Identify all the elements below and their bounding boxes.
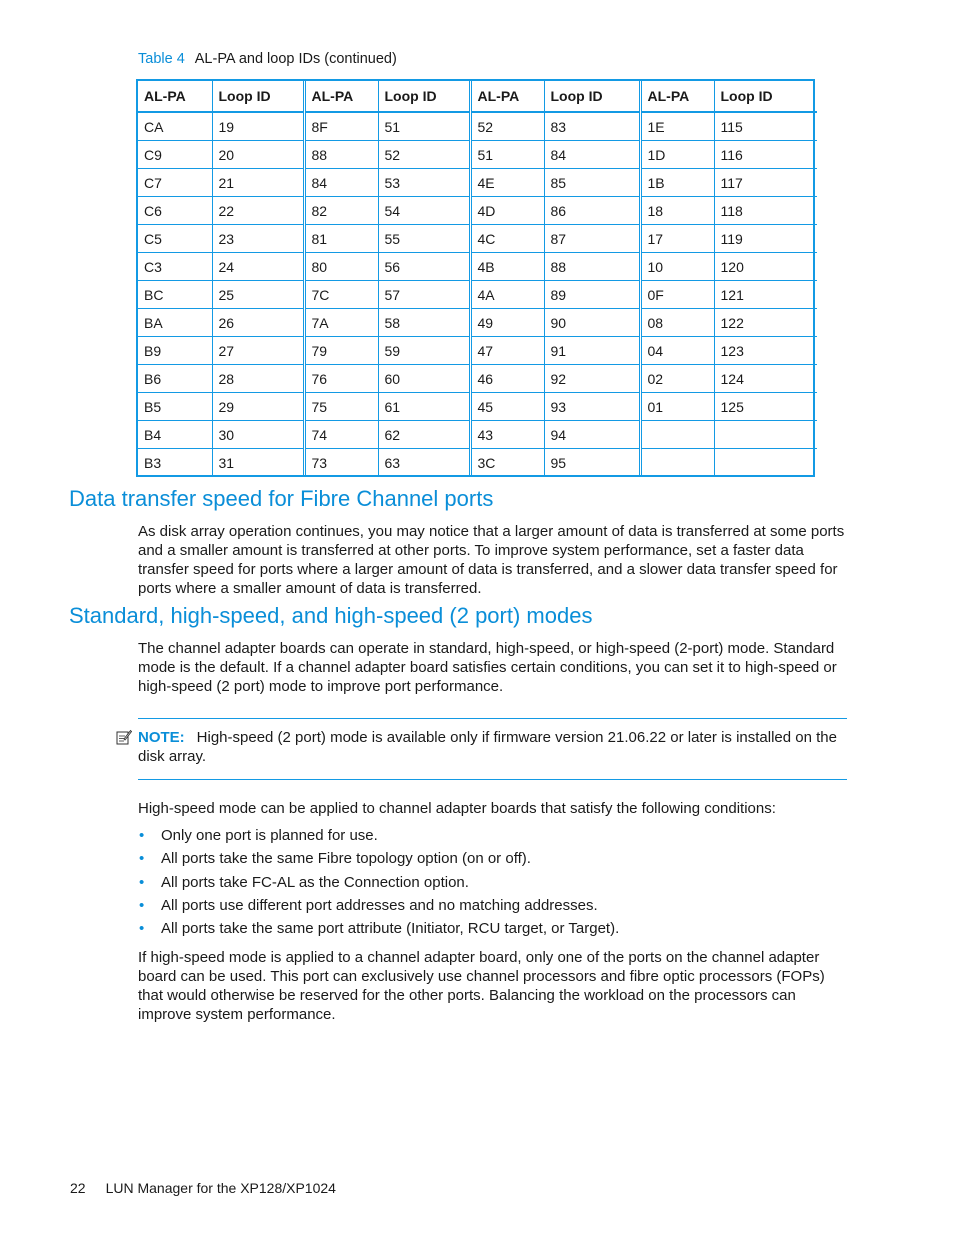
table-cell: 28 xyxy=(212,365,304,393)
list-item xyxy=(138,896,619,919)
table-cell: 120 xyxy=(714,253,817,281)
table-cell: 27 xyxy=(212,337,304,365)
table-cell: 86 xyxy=(544,197,640,225)
table-cell: 57 xyxy=(378,281,470,309)
table-cell: 59 xyxy=(378,337,470,365)
table-cell: 82 xyxy=(304,197,378,225)
table-row xyxy=(138,421,817,449)
table-cell: B6 xyxy=(138,365,212,393)
table-cell: 115 xyxy=(714,112,817,141)
table-cell: 30 xyxy=(212,421,304,449)
table-row xyxy=(138,169,817,197)
table-cell: B4 xyxy=(138,421,212,449)
table-header-row xyxy=(138,81,817,112)
table-cell: 23 xyxy=(212,225,304,253)
page-number: 22 xyxy=(70,1180,86,1196)
table-cell: 8F xyxy=(304,112,378,141)
modes-paragraph: The channel adapter boards can operate in standard, high-speed, or high-speed (2-port) mode. Standard mode is the default. If a channel adapter board satisfies certain conditions, you can set it to high-speed or high-speed (2 port) mode to improve port performance. xyxy=(138,640,837,695)
table-cell: 92 xyxy=(544,365,640,393)
column-header: AL-PA xyxy=(138,81,212,112)
list-item xyxy=(138,873,619,896)
table-cell: 10 xyxy=(640,253,714,281)
table-cell: 94 xyxy=(544,421,640,449)
table-cell: 4C xyxy=(470,225,544,253)
table-cell: 22 xyxy=(212,197,304,225)
list-item-text: All ports use different port addresses and no matching addresses. xyxy=(161,896,598,914)
table-cell: 88 xyxy=(304,141,378,169)
list-item xyxy=(138,919,619,942)
table-number: Table 4 xyxy=(138,51,185,67)
table-cell: 116 xyxy=(714,141,817,169)
list-item-text: All ports take the same Fibre topology option (on or off). xyxy=(161,850,531,868)
note-label: NOTE: xyxy=(138,729,185,746)
table-cell: 74 xyxy=(304,421,378,449)
table-cell: 84 xyxy=(544,141,640,169)
table-cell: 60 xyxy=(378,365,470,393)
table-row xyxy=(138,253,817,281)
table-title: AL-PA and loop IDs (continued) xyxy=(194,51,397,67)
note-text: High-speed (2 port) mode is available only if firmware version 21.06.22 or later is installed on the disk array. xyxy=(138,729,837,765)
table-cell: 4D xyxy=(470,197,544,225)
table-cell: 81 xyxy=(304,225,378,253)
table-cell: 117 xyxy=(714,169,817,197)
bullet: • xyxy=(139,850,145,868)
footer-title: LUN Manager for the XP128/XP1024 xyxy=(105,1180,336,1196)
conditions-intro: High-speed mode can be applied to channel adapter boards that satisfy the following conditions: xyxy=(138,800,776,817)
table-cell: B3 xyxy=(138,449,212,477)
table-cell: 63 xyxy=(378,449,470,477)
table-cell: 29 xyxy=(212,393,304,421)
table-cell: 124 xyxy=(714,365,817,393)
table-cell: C3 xyxy=(138,253,212,281)
table-cell: 55 xyxy=(378,225,470,253)
table-cell: 73 xyxy=(304,449,378,477)
table-cell: 51 xyxy=(378,112,470,141)
table-cell: 53 xyxy=(378,169,470,197)
table-cell: CA xyxy=(138,112,212,141)
table-row xyxy=(138,309,817,337)
conditions-list xyxy=(138,826,619,942)
table-cell: 56 xyxy=(378,253,470,281)
table-cell: 52 xyxy=(378,141,470,169)
table-cell: 93 xyxy=(544,393,640,421)
table-cell: 62 xyxy=(378,421,470,449)
table-cell: 89 xyxy=(544,281,640,309)
table-row xyxy=(138,197,817,225)
table-cell: 91 xyxy=(544,337,640,365)
table-cell: 04 xyxy=(640,337,714,365)
column-header: AL-PA xyxy=(640,81,714,112)
section-heading-modes: Standard, high-speed, and high-speed (2 port) modes xyxy=(69,603,593,628)
column-header: Loop ID xyxy=(544,81,640,112)
section-heading-data-transfer-speed: Data transfer speed for Fibre Channel ports xyxy=(69,486,494,511)
bullet: • xyxy=(139,827,145,844)
table-row xyxy=(138,112,817,141)
table-cell xyxy=(714,449,817,477)
column-header: Loop ID xyxy=(212,81,304,112)
table-cell: 85 xyxy=(544,169,640,197)
table-cell: 26 xyxy=(212,309,304,337)
column-header: Loop ID xyxy=(714,81,817,112)
table-cell: 61 xyxy=(378,393,470,421)
table-cell: 52 xyxy=(470,112,544,141)
table-cell: 95 xyxy=(544,449,640,477)
table-cell: 19 xyxy=(212,112,304,141)
table-cell: 76 xyxy=(304,365,378,393)
table-cell: 7C xyxy=(304,281,378,309)
table-cell: BA xyxy=(138,309,212,337)
list-item xyxy=(138,849,619,872)
table-cell: 119 xyxy=(714,225,817,253)
table-cell: BC xyxy=(138,281,212,309)
table-cell: 02 xyxy=(640,365,714,393)
table-cell: 21 xyxy=(212,169,304,197)
table-cell xyxy=(714,421,817,449)
table-cell: B9 xyxy=(138,337,212,365)
table-row xyxy=(138,365,817,393)
bullet: • xyxy=(139,896,145,914)
table-cell: 01 xyxy=(640,393,714,421)
table-cell: 08 xyxy=(640,309,714,337)
table-cell: 43 xyxy=(470,421,544,449)
table-cell: 25 xyxy=(212,281,304,309)
table-cell: 83 xyxy=(544,112,640,141)
table-row xyxy=(138,337,817,365)
list-item-text: Only one port is planned for use. xyxy=(161,827,378,844)
table-cell: C9 xyxy=(138,141,212,169)
list-item-text: All ports take FC-AL as the Connection option. xyxy=(161,873,469,891)
table-cell: 58 xyxy=(378,309,470,337)
table-cell: 45 xyxy=(470,393,544,421)
table-cell: 123 xyxy=(714,337,817,365)
table-cell: 1B xyxy=(640,169,714,197)
list-item-text: All ports take the same port attribute (Initiator, RCU target, or Target). xyxy=(161,920,620,938)
table-cell: 18 xyxy=(640,197,714,225)
table-cell: B5 xyxy=(138,393,212,421)
bullet: • xyxy=(139,920,145,938)
list-item xyxy=(138,826,619,849)
table-cell: 122 xyxy=(714,309,817,337)
alpa-loop-id-table xyxy=(136,79,815,477)
table-cell: 0F xyxy=(640,281,714,309)
table-row xyxy=(138,281,817,309)
table-cell: 7A xyxy=(304,309,378,337)
table-cell: 75 xyxy=(304,393,378,421)
table-cell: 47 xyxy=(470,337,544,365)
table-row xyxy=(138,393,817,421)
table-cell xyxy=(640,421,714,449)
table-cell: 20 xyxy=(212,141,304,169)
table-cell: 51 xyxy=(470,141,544,169)
table-cell: 118 xyxy=(714,197,817,225)
table-cell: 4A xyxy=(470,281,544,309)
table-cell: 121 xyxy=(714,281,817,309)
column-header: Loop ID xyxy=(378,81,470,112)
table-caption xyxy=(138,51,397,67)
table-row xyxy=(138,141,817,169)
table-cell: 90 xyxy=(544,309,640,337)
table-cell: 4E xyxy=(470,169,544,197)
table-cell: 54 xyxy=(378,197,470,225)
data-transfer-paragraph: As disk array operation continues, you may notice that a larger amount of data is transferred at some ports and a smaller amount is transferred at other ports. To improve system performance, set a faster data transfer speed for ports where a larger amount of data is transferred, and a slower data transfer speed for ports where a smaller amount of data is transferred. xyxy=(138,523,845,597)
table-cell: 1D xyxy=(640,141,714,169)
table-cell: C6 xyxy=(138,197,212,225)
column-header: AL-PA xyxy=(470,81,544,112)
note-text-block xyxy=(138,728,838,766)
table-cell: 79 xyxy=(304,337,378,365)
table-row xyxy=(138,449,817,477)
table-cell: C5 xyxy=(138,225,212,253)
table-cell: 49 xyxy=(470,309,544,337)
table-cell: 17 xyxy=(640,225,714,253)
table-cell: 24 xyxy=(212,253,304,281)
table-cell: 1E xyxy=(640,112,714,141)
note-pencil-icon xyxy=(116,729,132,745)
note-box xyxy=(138,718,847,780)
column-header: AL-PA xyxy=(304,81,378,112)
table-cell: 46 xyxy=(470,365,544,393)
table-cell: 84 xyxy=(304,169,378,197)
closing-paragraph: If high-speed mode is applied to a channel adapter board, only one of the ports on the channel adapter board can be used. This port can exclusively use channel processors and fibre optic processors (FOPs) that would otherwise be reserved for the other ports. Balancing the workload on the processors can improve system performance. xyxy=(138,949,825,1023)
table-cell: 31 xyxy=(212,449,304,477)
table-cell: 4B xyxy=(470,253,544,281)
table-cell: 87 xyxy=(544,225,640,253)
bullet: • xyxy=(139,873,145,891)
table-cell xyxy=(640,449,714,477)
table-cell: 88 xyxy=(544,253,640,281)
table-cell: 125 xyxy=(714,393,817,421)
table-cell: 80 xyxy=(304,253,378,281)
table-row xyxy=(138,225,817,253)
page-footer xyxy=(70,1180,336,1196)
table-cell: C7 xyxy=(138,169,212,197)
table-cell: 3C xyxy=(470,449,544,477)
